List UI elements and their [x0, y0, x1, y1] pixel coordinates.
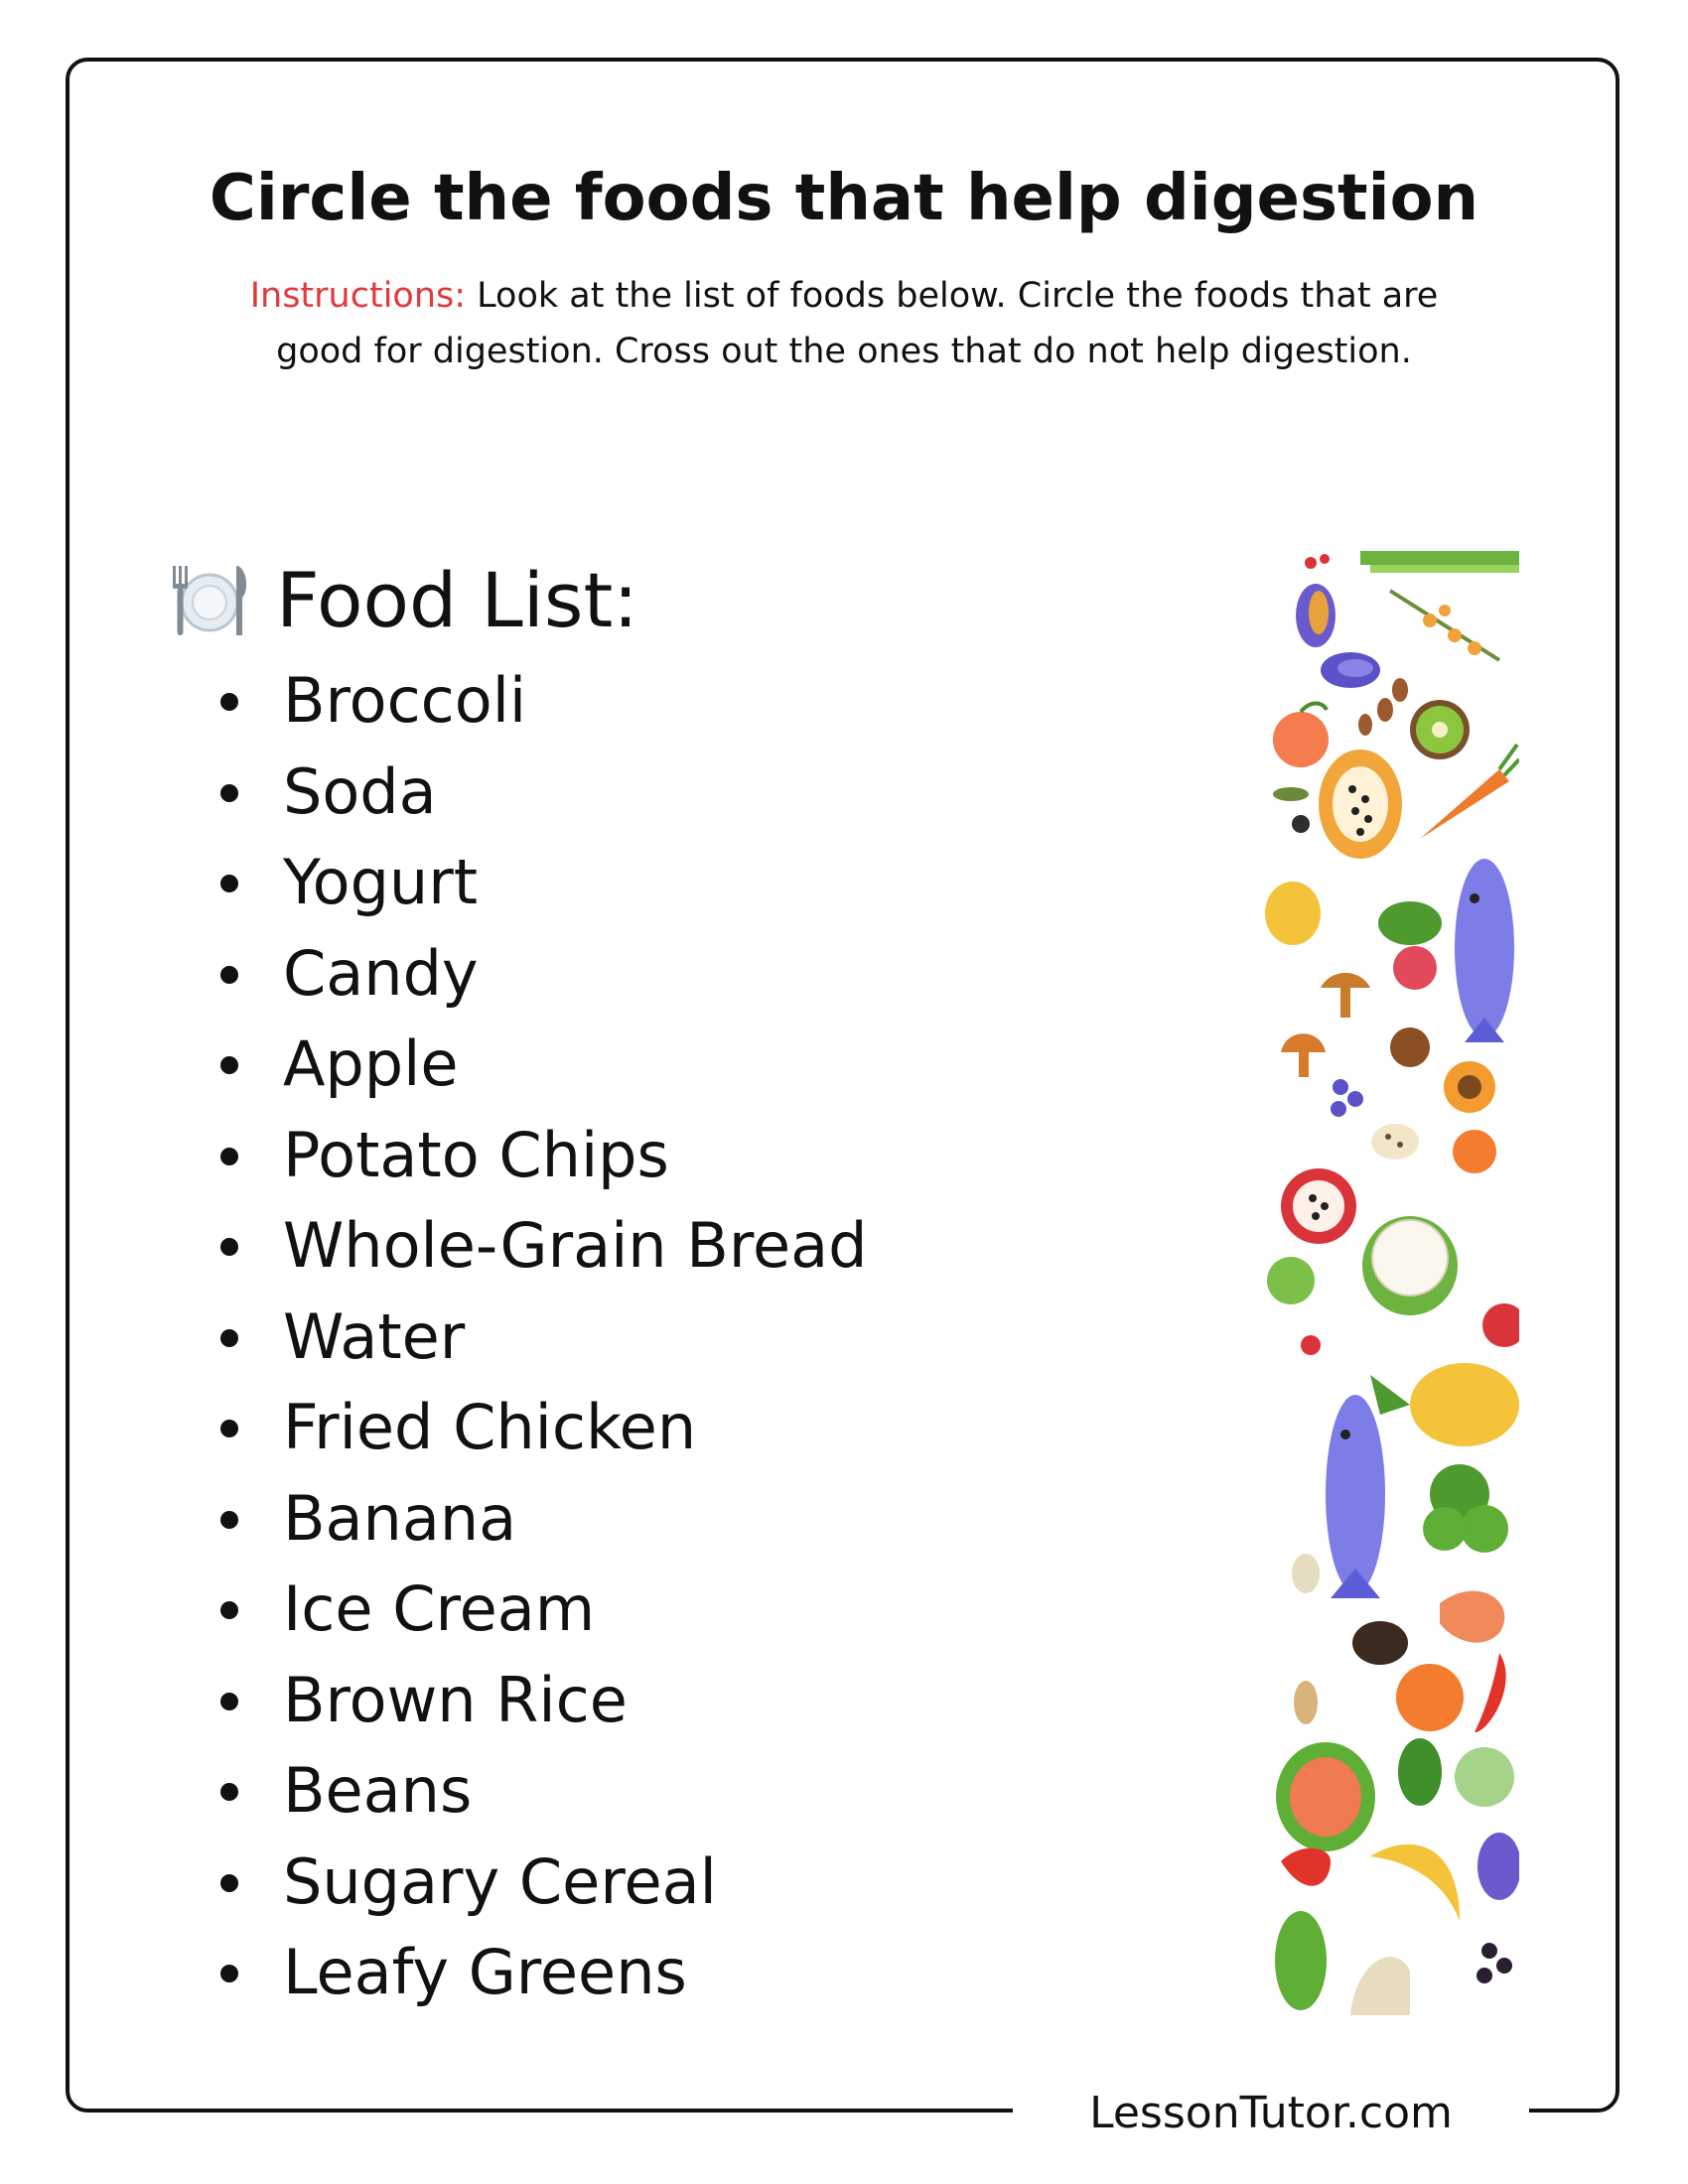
footer — [1013, 2083, 1529, 2142]
food-item-label: Apple — [283, 1027, 459, 1100]
food-item-label: Candy — [283, 936, 479, 1010]
instructions — [238, 268, 1450, 379]
bullet-icon — [220, 875, 238, 892]
bullet-icon — [220, 1783, 238, 1801]
food-item-label: Whole-Grain Bread — [283, 1209, 868, 1282]
bullet-icon — [220, 1148, 238, 1165]
food-list-heading — [167, 551, 638, 650]
bullet-icon — [220, 1056, 238, 1074]
plate-with-cutlery-icon — [167, 558, 252, 643]
page-title: Circle the foods that help digestion — [209, 162, 1479, 235]
food-item-label: Soda — [283, 754, 437, 828]
food-item-label: Leafy Greens — [283, 1936, 687, 2008]
instructions-label: Instructions: — [249, 276, 467, 316]
food-item-label: Broccoli — [283, 664, 527, 737]
food-illustration-border — [1261, 551, 1519, 2015]
food-item-label: Sugary Cereal — [283, 1844, 717, 1918]
bullet-icon — [220, 1693, 238, 1710]
food-item-label: Banana — [283, 1481, 517, 1555]
food-item-label: Potato Chips — [283, 1118, 669, 1191]
food-item-label: Yogurt — [283, 846, 479, 918]
bullet-icon — [220, 966, 238, 984]
food-list-title: Food List: — [276, 556, 638, 644]
bullet-icon — [220, 693, 238, 711]
food-item-label: Brown Rice — [283, 1663, 628, 1736]
bullet-icon — [220, 1874, 238, 1892]
bullet-icon — [220, 784, 238, 802]
bullet-icon — [220, 1601, 238, 1619]
food-item-label: Beans — [283, 1754, 473, 1827]
bullet-icon — [220, 1965, 238, 1982]
food-item-label: Water — [283, 1299, 466, 1373]
footer-site: LessonTutor.com — [1089, 2087, 1453, 2138]
bullet-icon — [220, 1238, 238, 1256]
bullet-icon — [220, 1329, 238, 1347]
bullet-icon — [220, 1420, 238, 1437]
food-item-label: Ice Cream — [283, 1572, 596, 1645]
food-item-label: Fried Chicken — [283, 1391, 697, 1463]
bullet-icon — [220, 1511, 238, 1529]
instructions-text: Look at the list of foods below. Circle the foods that are good for digestion. Cross out the ones that do not help digestion. — [276, 276, 1439, 371]
